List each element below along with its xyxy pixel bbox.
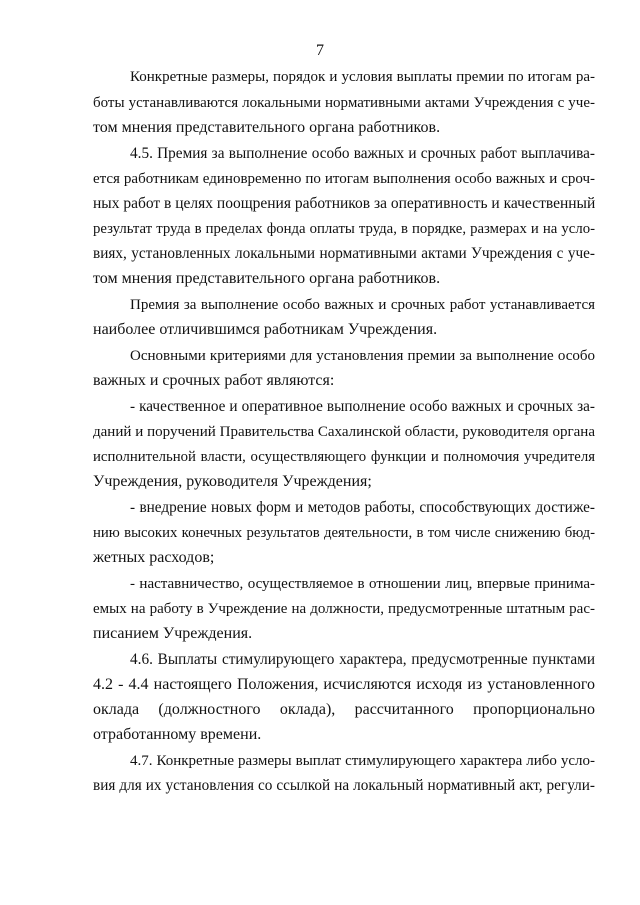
- text-line: ных работ в целях поощрения работников за оперативность и качественный: [93, 195, 596, 212]
- text-line: виях, установленных локальными нормативными актами Учреждения с уче-: [93, 245, 595, 262]
- text-line: Конкретные размеры, порядок и условия выплаты премии по итогам ра-: [130, 69, 595, 85]
- text-line: том мнения представительного органа работников.: [93, 119, 441, 136]
- text-line: емых на работу в Учреждение на должности, предусмотренные штатным рас-: [93, 601, 595, 617]
- text-line: наиболее отличившимся работникам Учреждения.: [93, 321, 438, 338]
- text-line: жетных расходов;: [93, 549, 215, 566]
- text-line: боты устанавливаются локальными нормативными актами Учреждения с уче-: [93, 95, 595, 111]
- text-line: - наставничество, осуществляемое в отношении лиц, впервые принима-: [130, 576, 595, 592]
- text-line: - внедрение новых форм и методов работы, способствующих достиже-: [130, 499, 595, 516]
- text-line: 4.5. Премия за выполнение особо важных и срочных работ выплачива-: [130, 145, 595, 162]
- text-line: Премия за выполнение особо важных и срочных работ устанавливается: [130, 297, 595, 313]
- text-line: ется работникам единовременно по итогам выполнения особо важных и сроч-: [93, 171, 595, 187]
- text-line: 4.6. Выплаты стимулирующего характера, предусмотренные пунктами: [130, 651, 595, 668]
- text-line: результат труда в пределах фонда оплаты труда, в порядке, размерах и на усло-: [93, 221, 595, 237]
- page-number: 7: [316, 42, 324, 59]
- text-line: оклада (должностного оклада), рассчитанного пропорционально: [93, 701, 595, 718]
- text-line: исполнительной власти, осуществляющего функции и полномочия учредителя: [93, 449, 595, 465]
- text-line: даний и поручений Правительства Сахалинской области, руководителя органа: [93, 424, 595, 440]
- text-line: 4.2 - 4.4 настоящего Положения, исчисляются исходя из установленного: [93, 676, 595, 693]
- text-line: Учреждения, руководителя Учреждения;: [93, 473, 372, 490]
- text-line: том мнения представительного органа работников.: [93, 270, 441, 287]
- text-line: вия для их установления со ссылкой на локальный нормативный акт, регули-: [93, 777, 595, 794]
- text-line: писанием Учреждения.: [93, 625, 253, 642]
- text-line: важных и срочных работ являются:: [93, 372, 335, 389]
- text-line: Основными критериями для установления премии за выполнение особо: [130, 348, 595, 364]
- text-line: нию высоких конечных результатов деятельности, в том числе снижению бюд-: [93, 525, 595, 541]
- text-line: отработанному времени.: [93, 726, 262, 743]
- text-line: - качественное и оперативное выполнение особо важных и срочных за-: [130, 398, 595, 415]
- text-line: 4.7. Конкретные размеры выплат стимулирующего характера либо усло-: [130, 753, 595, 769]
